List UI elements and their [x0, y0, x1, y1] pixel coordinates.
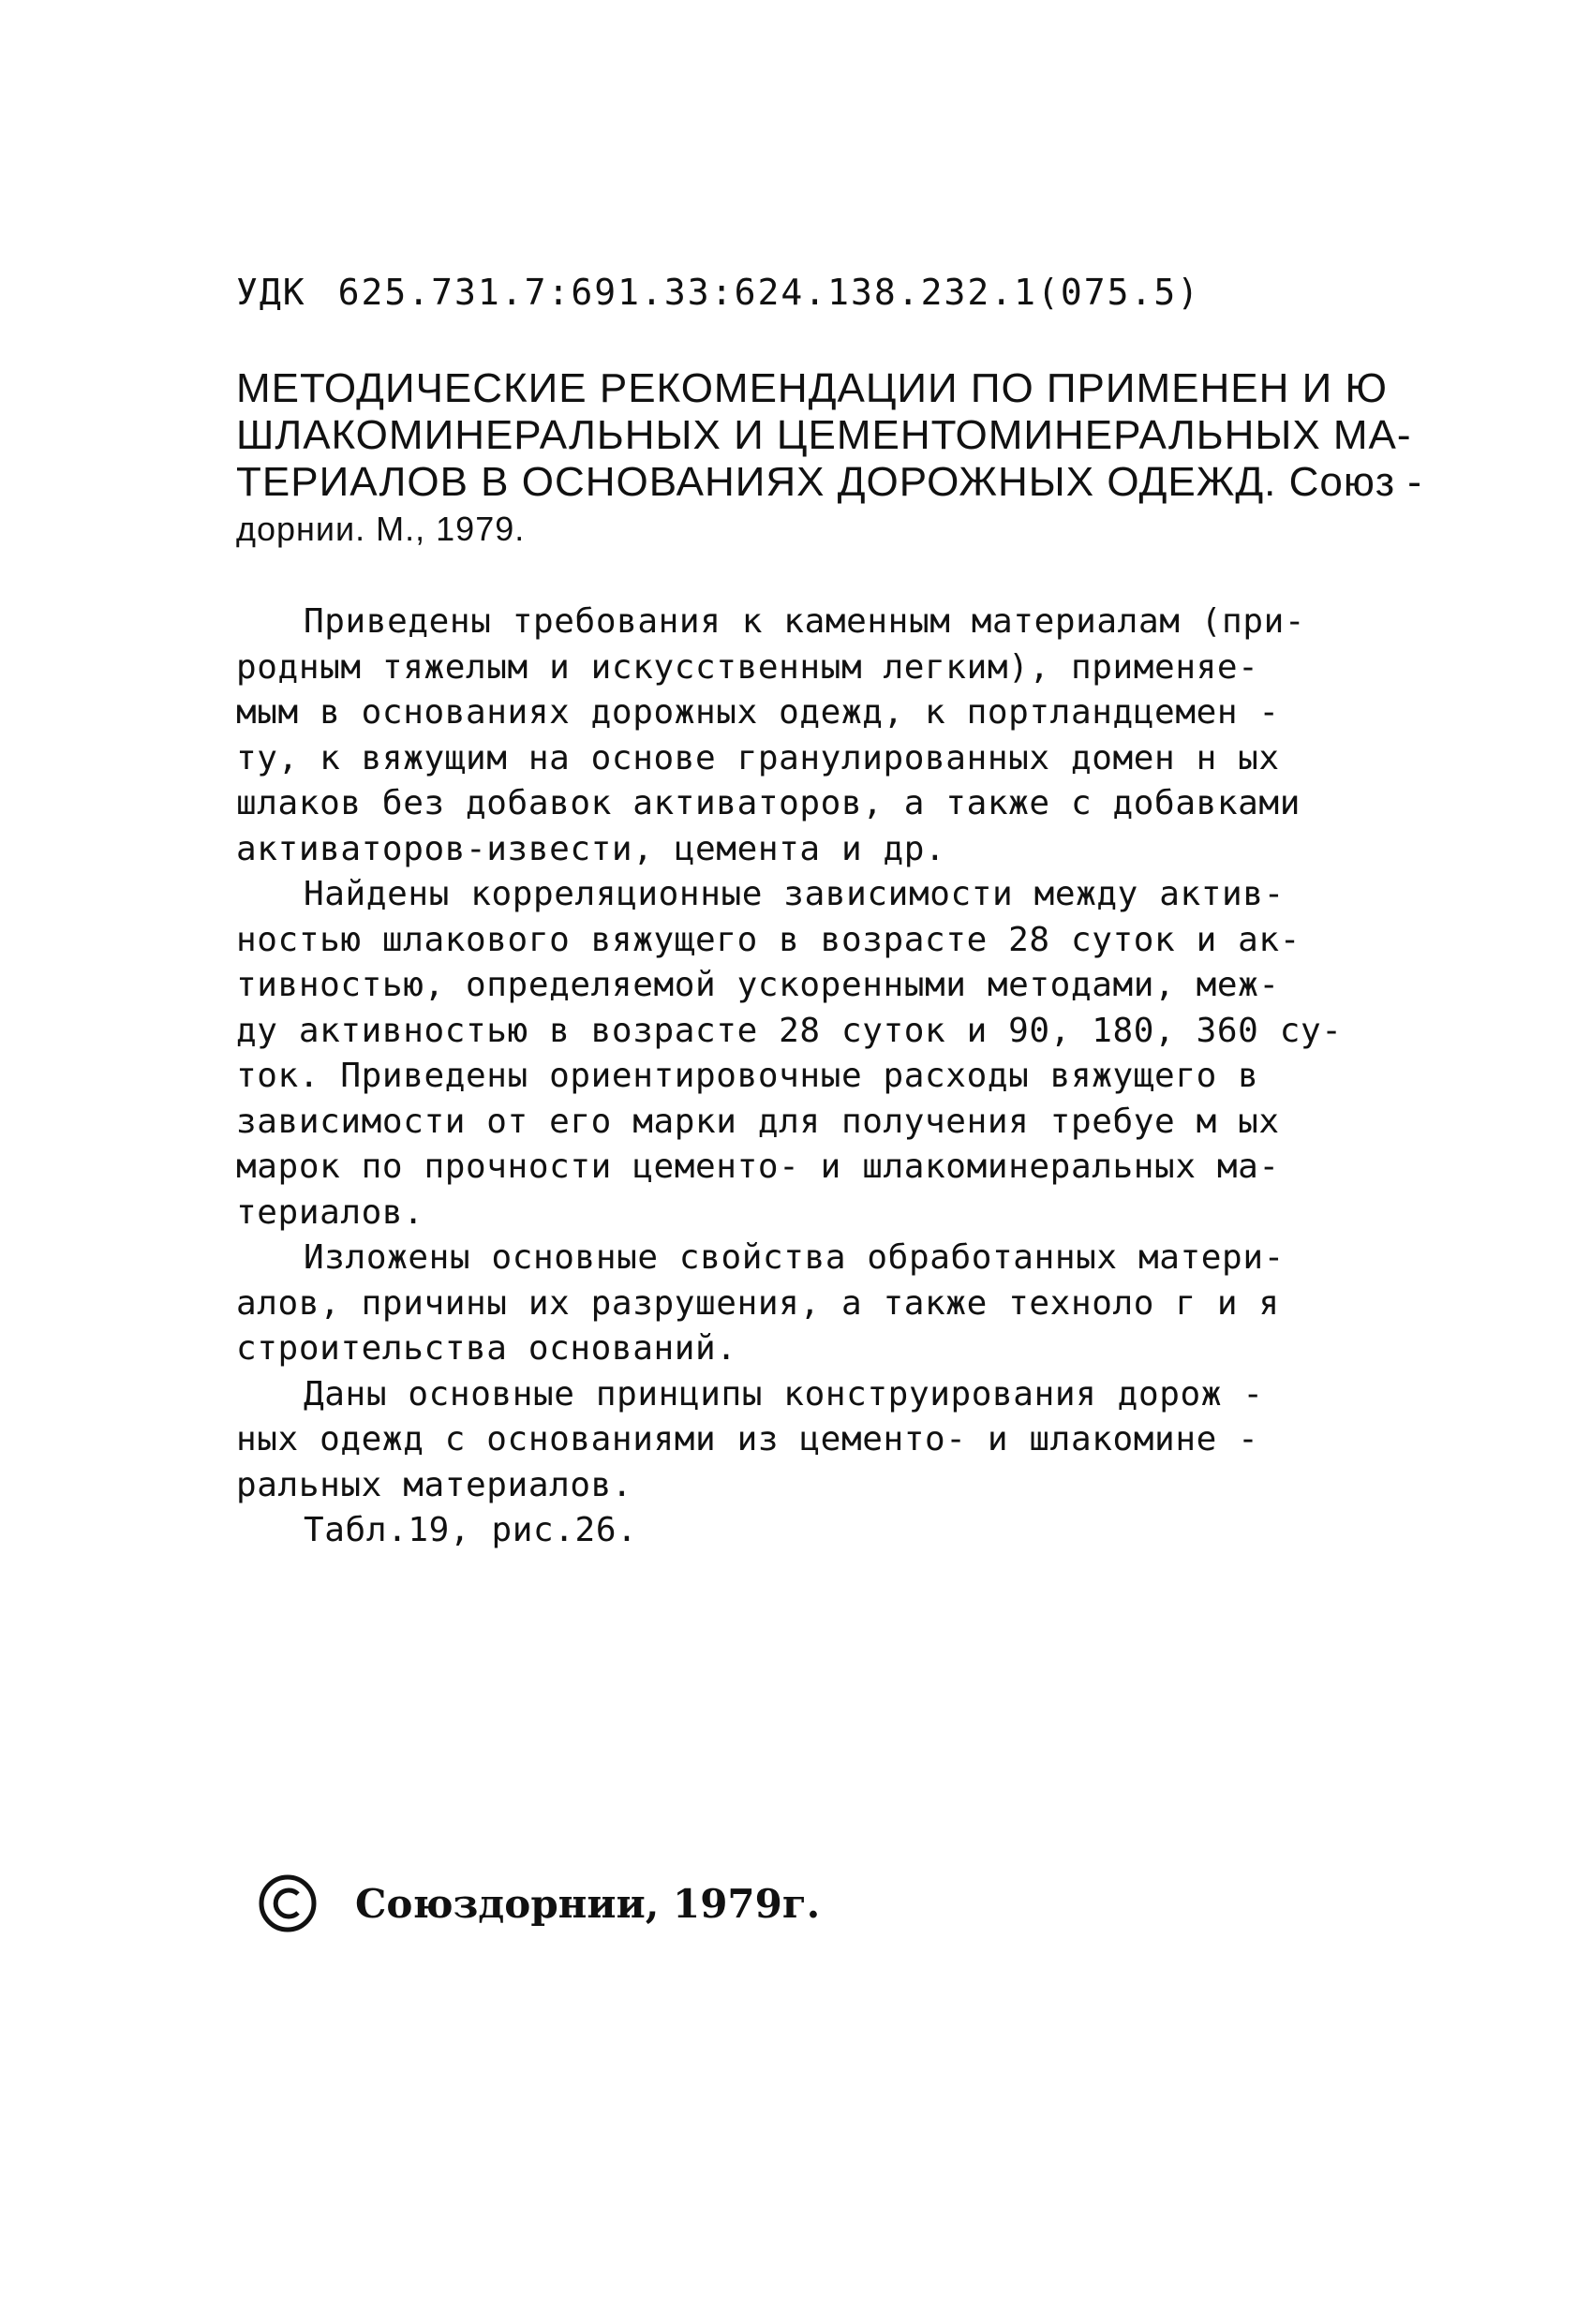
abstract — [236, 600, 1407, 1554]
abstract-line: активаторов-извести, цемента и др. — [236, 829, 946, 868]
title-line: ШЛАКОМИНЕРАЛЬНЫХ И ЦЕМЕНТОМИНЕРАЛЬНЫХ МА- — [236, 412, 1412, 458]
abstract-line: ток. Приведены ориентировочные расходы вяжущего в — [236, 1057, 1259, 1095]
abstract-line: териалов. — [236, 1192, 424, 1232]
abstract-line: зависимости от его марки для получения требуе м ых — [236, 1102, 1280, 1141]
abstract-line: Приведены требования к каменным материалам (при- — [304, 602, 1306, 641]
abstract-line: ральных материалов. — [236, 1465, 633, 1504]
abstract-line: мым в основаниях дорожных одежд, к портландцемен - — [236, 693, 1280, 732]
copyright-icon — [258, 1873, 318, 1933]
udk-line — [236, 272, 1200, 313]
document-title — [236, 365, 1422, 553]
abstract-line: Изложены основные свойства обработанных матери- — [304, 1238, 1285, 1277]
abstract-line: алов, причины их разрушения, а также техноло г и я — [236, 1283, 1280, 1323]
abstract-line: Табл.19, рис.26. — [304, 1511, 638, 1549]
abstract-line: ту, к вяжущим на основе гранулированных домен н ых — [236, 738, 1280, 777]
title-line: дорнии. М., 1979. — [236, 510, 526, 548]
copyright-line — [258, 1873, 820, 1933]
abstract-line: тивностью, определяемой ускоренными методами, меж- — [236, 966, 1280, 1004]
abstract-line: шлаков без добавок активаторов, а также с добавками — [236, 784, 1301, 822]
abstract-line: ду активностью в возрасте 28 суток и 90, 180, 360 су- — [236, 1011, 1343, 1050]
title-line: МЕТОДИЧЕСКИЕ РЕКОМЕНДАЦИИ ПО ПРИМЕНЕН И Ю — [236, 365, 1388, 411]
abstract-line: Найдены корреляционные зависимости между актив- — [304, 875, 1285, 913]
abstract-line: ностью шлакового вяжущего в возрасте 28 суток и ак- — [236, 920, 1301, 959]
abstract-line: Даны основные принципы конструирования дорож - — [304, 1374, 1264, 1414]
copyright-text: Союздорнии, 1979г. — [355, 1880, 821, 1927]
abstract-line: марок по прочности цементо- и шлакоминеральных ма- — [236, 1147, 1280, 1186]
udk-code: 625.731.7:691.33:624.138.232.1(075.5) — [337, 272, 1201, 313]
abstract-line: родным тяжелым и искусственным легким), применяе- — [236, 647, 1259, 687]
title-line: ТЕРИАЛОВ В ОСНОВАНИЯХ ДОРОЖНЫХ ОДЕЖД. Союз - — [236, 459, 1422, 505]
udk-label: УДК — [236, 272, 306, 313]
abstract-line: строительства оснований. — [236, 1329, 737, 1368]
abstract-line: ных одежд с основаниями из цементо- и шлакомине - — [236, 1420, 1259, 1458]
